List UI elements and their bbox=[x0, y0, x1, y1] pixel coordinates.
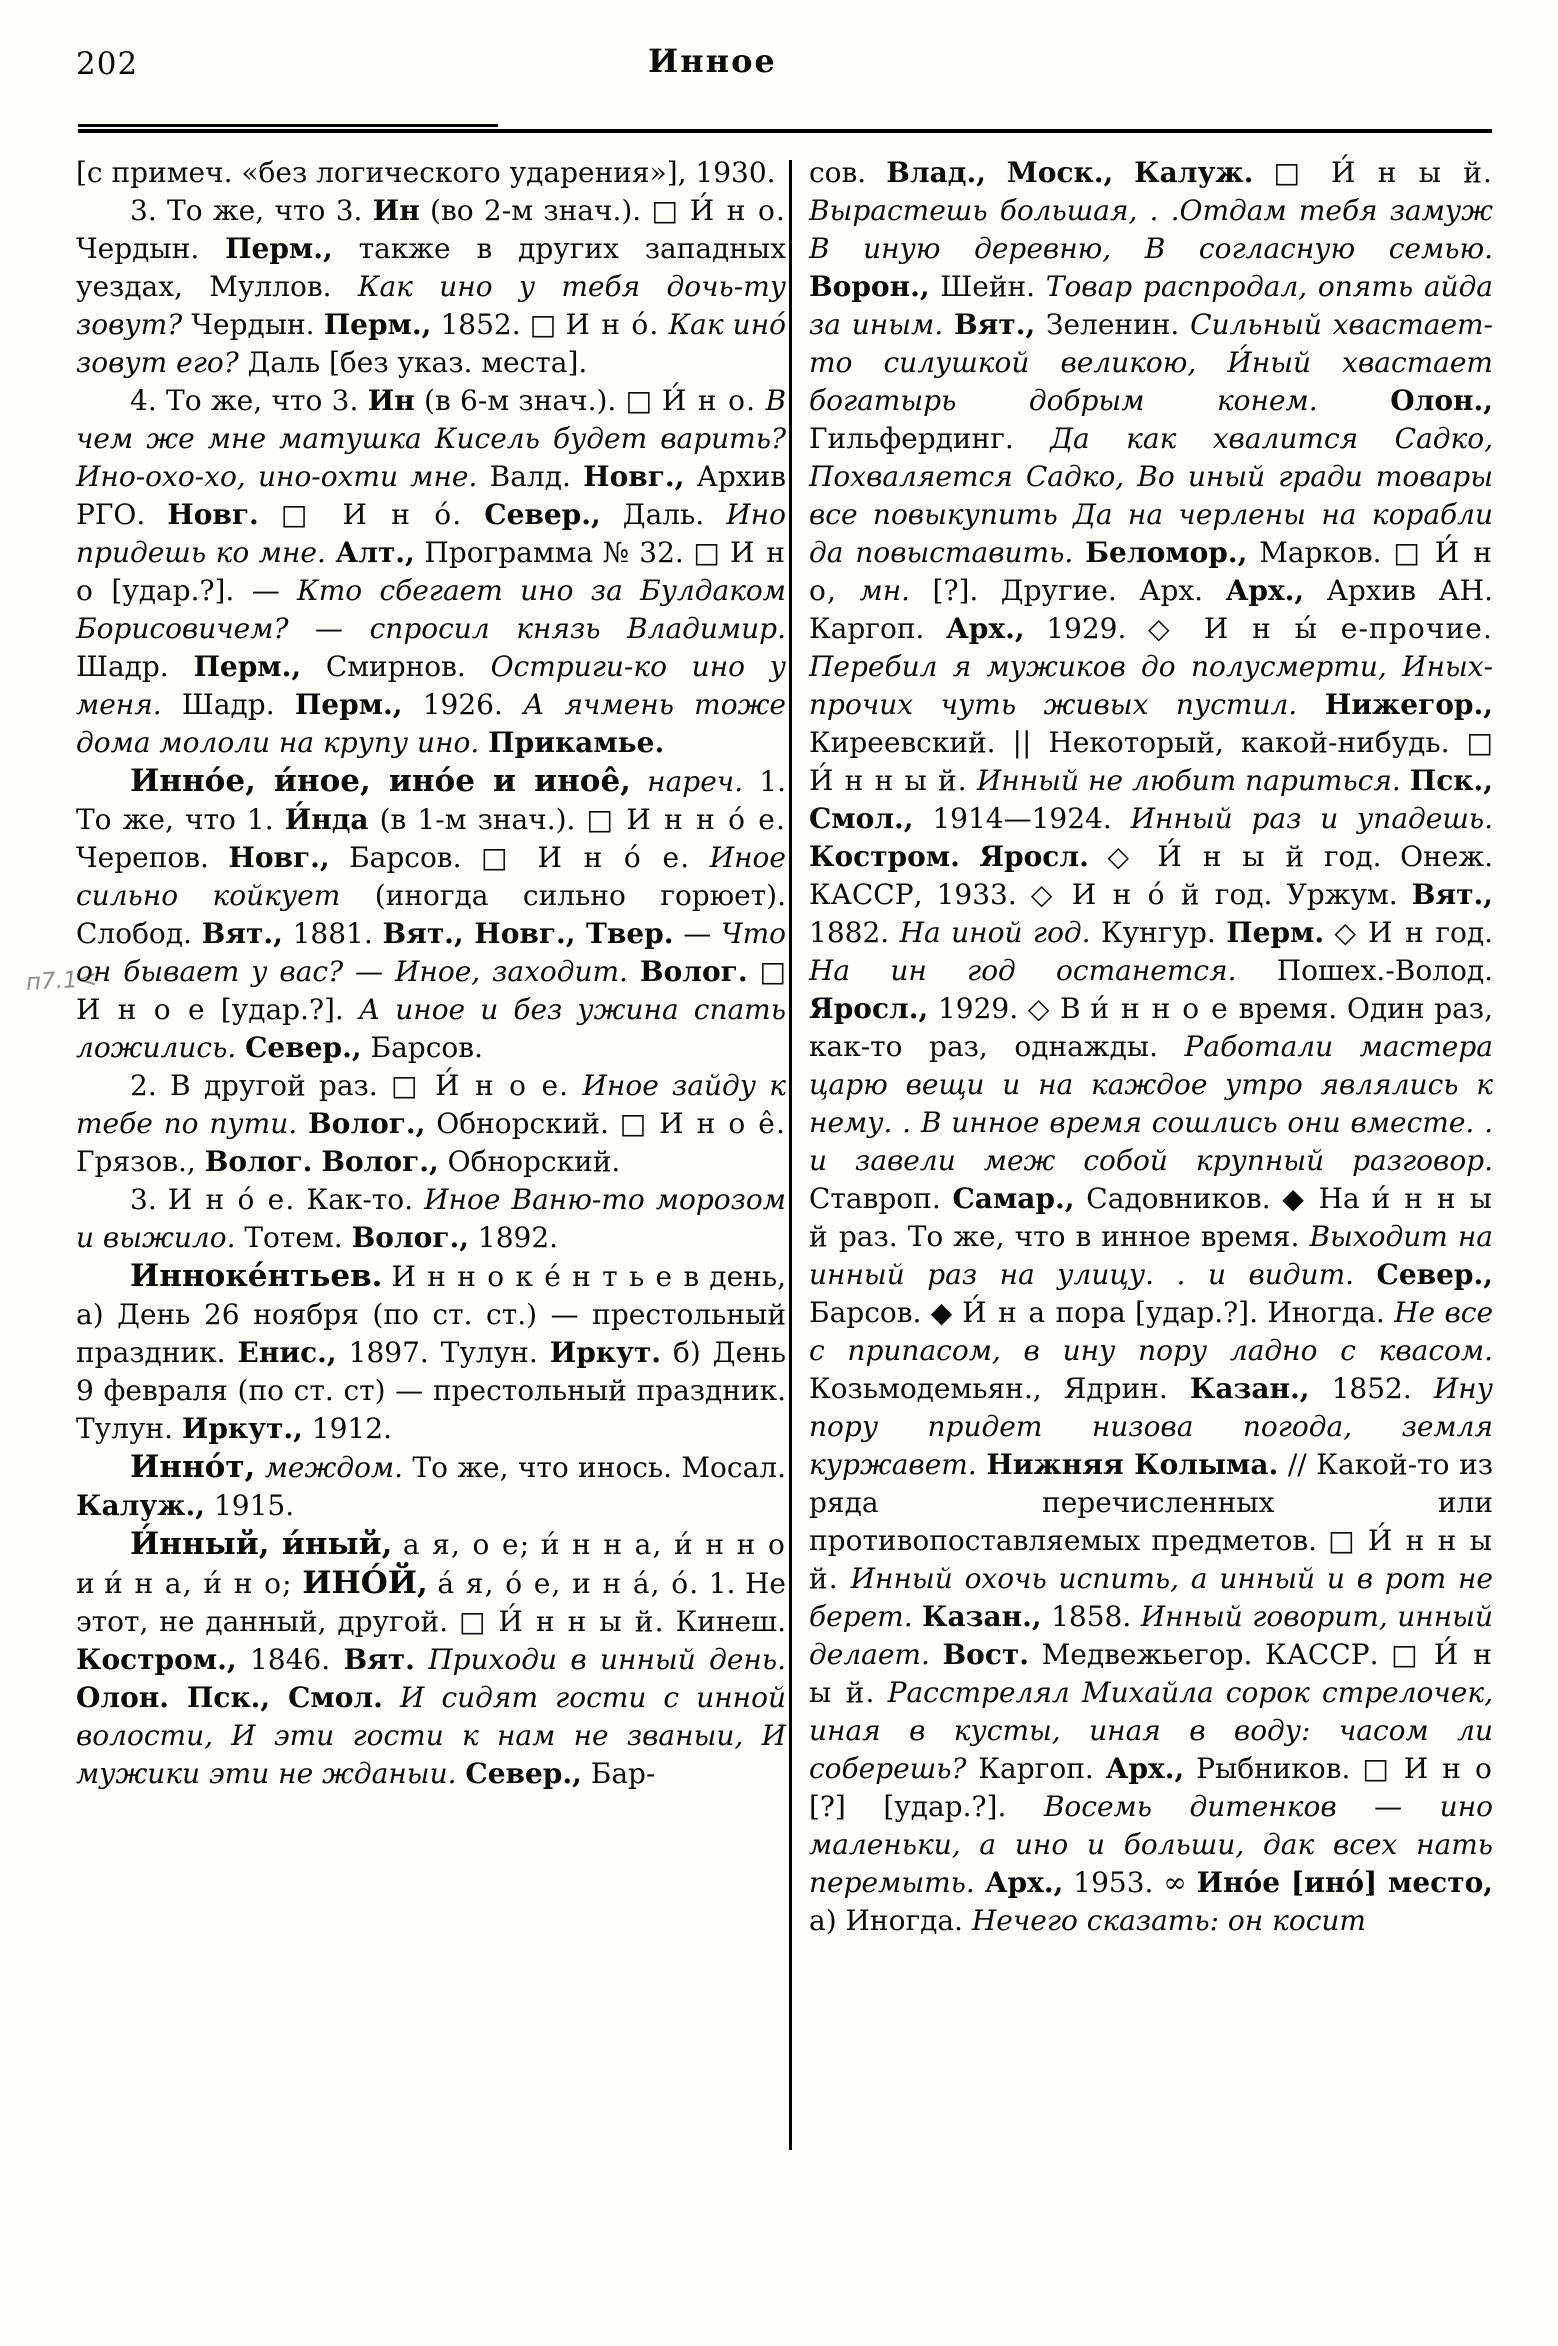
text-run: Чердын. bbox=[76, 232, 226, 265]
text-run: Даль [без указ. места]. bbox=[238, 346, 588, 379]
text-run: год. Онеж. КАССР, 1933. ◇ bbox=[809, 840, 1493, 911]
right-column bbox=[809, 154, 1493, 1940]
text-run: Иркут., bbox=[181, 1412, 303, 1445]
text-run: 1914—1924. bbox=[913, 802, 1131, 835]
text-run: год. bbox=[1424, 916, 1494, 949]
text-run: Барсов. ◆ bbox=[809, 1296, 963, 1329]
text-run: Козьмодемьян., Ядрин. bbox=[809, 1372, 1190, 1405]
dictionary-paragraph bbox=[76, 382, 786, 762]
left-column bbox=[76, 154, 786, 1793]
text-run: Шадр. bbox=[76, 650, 194, 683]
header-rule-fragment bbox=[78, 124, 498, 127]
text-run: Арх., bbox=[984, 1866, 1064, 1899]
text-run: Зеленин. bbox=[1035, 308, 1191, 341]
text-run bbox=[839, 1562, 851, 1595]
text-run: Енис., bbox=[237, 1336, 337, 1369]
text-run: Архив РГО. bbox=[76, 460, 787, 531]
text-run: Рыбников. □ bbox=[1184, 1752, 1404, 1785]
text-run bbox=[930, 1638, 943, 1671]
text-run: раз. То же, что в инное время. bbox=[828, 1220, 1310, 1253]
text-run: Ин bbox=[367, 384, 415, 417]
text-run bbox=[255, 1451, 264, 1484]
text-run: Волог., bbox=[351, 1221, 469, 1254]
text-run: Инный не любит париться. bbox=[976, 764, 1401, 797]
text-run: Барсов. □ bbox=[329, 841, 538, 874]
text-run: Шейн. bbox=[929, 270, 1046, 303]
text-run: Волог. bbox=[639, 955, 748, 988]
text-run: □ bbox=[747, 955, 786, 988]
text-run: И́ н н ы й. bbox=[809, 764, 968, 797]
text-run: 1929. ◇ bbox=[1024, 612, 1204, 645]
text-run: Грязов., bbox=[76, 1145, 205, 1178]
text-run: Остриги-ко ино у меня. bbox=[76, 650, 787, 721]
text-run: Арх., bbox=[946, 612, 1025, 645]
text-run: Вят. bbox=[343, 1643, 415, 1676]
text-run: Иное Ваню-то морозом и выжило. bbox=[76, 1183, 786, 1254]
text-run: Бар- bbox=[581, 1757, 656, 1790]
text-run: Вят., bbox=[201, 917, 283, 950]
text-run bbox=[975, 1866, 985, 1899]
text-run bbox=[569, 1069, 582, 1102]
dictionary-paragraph bbox=[76, 1067, 786, 1181]
text-run: Обнорский. bbox=[438, 1145, 621, 1178]
text-run: Север., bbox=[245, 1031, 362, 1064]
text-run: Инноке́нтьев. bbox=[130, 1258, 383, 1294]
text-run: Смирнов. bbox=[301, 650, 491, 683]
text-run: Да как хвалится Садко, Похваляется Садко, Во иный гради товары все повыкупить Да на черлены на корабли да повыставить. bbox=[809, 422, 1493, 569]
text-run: И́ н о. bbox=[689, 194, 787, 227]
dictionary-paragraph bbox=[76, 192, 786, 382]
text-run bbox=[968, 764, 977, 797]
text-run: И н о́ е. bbox=[167, 1183, 296, 1216]
text-run: Перм., bbox=[193, 650, 302, 683]
text-run: То же, что инось. Мосал. bbox=[403, 1451, 786, 1484]
text-run: ◇ bbox=[1324, 916, 1369, 949]
text-run: Алт., bbox=[335, 536, 415, 569]
text-run: Сильный хвастает-то силушкой великою, И́ный хвастает богатырь добрым конем. bbox=[809, 308, 1494, 417]
text-run: Костром. Яросл. bbox=[809, 840, 1089, 873]
text-run: И́ н ы й. bbox=[1331, 156, 1493, 189]
text-run: Гильфердинг. bbox=[809, 422, 1051, 455]
text-run: И н о́. bbox=[565, 308, 660, 341]
text-run: 1881. bbox=[282, 917, 383, 950]
text-run: нареч. bbox=[647, 765, 744, 798]
text-run: И н о bbox=[1403, 1752, 1494, 1785]
text-run: Волог., bbox=[308, 1107, 426, 1140]
text-run: Прикамье. bbox=[488, 726, 665, 759]
text-run: И́нный, и́ный, bbox=[130, 1526, 393, 1562]
text-run: Что он бывает у вас? — Иное, заходит. bbox=[76, 917, 786, 988]
text-run bbox=[236, 1031, 245, 1064]
text-run bbox=[415, 1643, 428, 1676]
text-run: Нижегор., bbox=[1324, 688, 1493, 721]
text-run: 1858. bbox=[1041, 1600, 1141, 1633]
text-run: мн. bbox=[859, 574, 911, 607]
text-run: Арх., bbox=[1225, 574, 1305, 607]
text-run: 1852. bbox=[1309, 1372, 1434, 1405]
text-run: а́ я, о́ е, и н а́, о́. bbox=[437, 1567, 700, 1600]
text-run: Пск., Смол., bbox=[809, 764, 1494, 835]
text-run: Костром., bbox=[76, 1643, 237, 1676]
page-number: 202 bbox=[76, 46, 139, 82]
text-run: междом. bbox=[264, 1451, 404, 1484]
text-run: Приходи в инный день. bbox=[428, 1643, 787, 1676]
text-run: — bbox=[673, 917, 721, 950]
text-run: И н bbox=[1368, 916, 1425, 949]
text-run bbox=[1401, 764, 1410, 797]
text-run: (в 6-м знач.). □ bbox=[414, 384, 662, 417]
text-run: Яросл., bbox=[809, 992, 929, 1025]
text-run: Влад., Моск., Калуж. bbox=[886, 156, 1254, 189]
text-run: Как-то. bbox=[295, 1183, 425, 1216]
text-run: На иной год. bbox=[899, 916, 1091, 949]
text-run: ◇ bbox=[1088, 840, 1158, 873]
text-run: И́ н о. bbox=[661, 384, 757, 417]
text-run: Арх., bbox=[1105, 1752, 1185, 1785]
text-run: [удар.?]. bbox=[205, 993, 359, 1026]
text-run: сов. bbox=[809, 156, 887, 189]
text-run: б) День 9 февраля (по ст. ст) — престольный праздник. Тулун. bbox=[76, 1336, 786, 1445]
text-run: И н о́. bbox=[342, 498, 463, 531]
text-run: 1915. bbox=[205, 1489, 295, 1522]
text-run: Вырастешь большая, . .Отдам тебя замуж В иную деревню, В согласную семью. bbox=[809, 194, 1493, 265]
text-run: Ину пору придет низова погода, земля куржавет. bbox=[809, 1372, 1493, 1481]
dictionary-paragraph bbox=[76, 1448, 786, 1525]
text-run: Казан., bbox=[922, 1600, 1042, 1633]
text-run: // Какой-то из ряда перечисленных или противопоставляемых предметов. □ bbox=[809, 1448, 1493, 1557]
text-run: 1. То же, что 1. bbox=[76, 765, 787, 836]
text-run: Вят., bbox=[1411, 878, 1493, 911]
text-run: 4. То же, что 3. bbox=[130, 384, 368, 417]
text-run: 1912. bbox=[302, 1412, 392, 1445]
text-run: Марков. □ bbox=[1247, 536, 1435, 569]
text-run bbox=[293, 1567, 303, 1600]
text-run: Север., bbox=[465, 1757, 582, 1790]
text-run: Валд. bbox=[477, 460, 584, 493]
text-run: 3. bbox=[130, 1183, 168, 1216]
text-run: Шадр. bbox=[161, 688, 295, 721]
text-run: Инный говорит, инный делает. bbox=[809, 1600, 1494, 1671]
column-divider bbox=[789, 160, 792, 2150]
text-run: Ино́е [ино́] место, bbox=[1196, 1866, 1493, 1899]
text-run: И н н о к е́ н т ь е в bbox=[391, 1260, 701, 1293]
text-run: И́нда bbox=[284, 803, 369, 836]
text-run bbox=[913, 1600, 922, 1633]
text-run: — Кто сбегает ино за Булдаком Борисовичем? — спросил князь Владимир. bbox=[76, 574, 786, 645]
text-run bbox=[530, 1528, 540, 1561]
text-run: Инный раз и упадешь. bbox=[1130, 802, 1493, 835]
text-run: А иное и без ужина спать ложились. bbox=[76, 993, 786, 1064]
text-run: Беломор., bbox=[1085, 536, 1248, 569]
text-run: (в 1-м знач.). □ bbox=[368, 803, 627, 836]
text-run: а) Иногда. bbox=[809, 1904, 972, 1937]
text-run: Медвежьегор. КАССР. □ bbox=[1029, 1638, 1434, 1671]
text-run: Перм., bbox=[225, 232, 333, 265]
text-run: Перм., bbox=[323, 308, 432, 341]
text-run: Киреевский. || Некоторый, какой-нибудь. □ bbox=[809, 726, 1493, 759]
text-run: Казан., bbox=[1189, 1372, 1310, 1405]
text-run: И н н о́ е. bbox=[626, 803, 787, 836]
text-run bbox=[1354, 1258, 1377, 1291]
text-run: и bbox=[76, 1567, 105, 1600]
dictionary-paragraph bbox=[76, 154, 786, 192]
text-run: Кинеш. bbox=[664, 1605, 786, 1638]
text-run: И н о е̂. bbox=[659, 1107, 786, 1140]
text-run: Север., bbox=[484, 498, 601, 531]
text-run bbox=[875, 1676, 887, 1709]
text-run: Инный охочь испить, а инный и в рот не берет. bbox=[809, 1562, 1493, 1633]
text-run: (во 2-м знач.). □ bbox=[419, 194, 690, 227]
text-run: и́ н н а, и́ н н о bbox=[540, 1528, 786, 1561]
text-run: год. Уржум. bbox=[1200, 878, 1412, 911]
text-run: и́ н н о е bbox=[1090, 992, 1229, 1025]
text-run bbox=[479, 726, 488, 759]
text-run: И́ н н ы й. bbox=[498, 1605, 665, 1638]
text-run: И́ н н ы й. bbox=[809, 1524, 1494, 1595]
text-run: И н о е bbox=[76, 993, 206, 1026]
text-run: Калуж., bbox=[76, 1489, 206, 1522]
text-run: (иногда сильно горюет). Слобод. bbox=[76, 879, 786, 950]
text-run: Расстрелял Михайла сорок стрелочек, иная в кусты, иная в воду: часом ли соберешь? bbox=[809, 1676, 1493, 1785]
text-run: Даль. bbox=[600, 498, 727, 531]
text-run: Нижняя Колыма. bbox=[986, 1448, 1279, 1481]
text-run: Товар распродал, опять айда за иным. bbox=[809, 270, 1494, 341]
handwritten-margin-note: п7.1< bbox=[25, 966, 98, 996]
text-run bbox=[1073, 536, 1085, 569]
text-run bbox=[462, 498, 484, 531]
text-run: [?] [удар.?]. bbox=[809, 1790, 1044, 1823]
text-run: Волог. bbox=[204, 1145, 313, 1178]
text-run: время. Один раз, как-то раз, однажды. bbox=[809, 992, 1493, 1063]
text-run bbox=[383, 1681, 400, 1714]
text-run: В чем же мне матушка Кисель будет варить? Ино-охо-хо, ино-охти мне. bbox=[76, 384, 787, 493]
text-run: Север., bbox=[1376, 1258, 1493, 1291]
text-run: Перебил я мужиков до полусмерти, Иных-прочих чуть живых пустил. bbox=[809, 650, 1493, 721]
text-run: 1929. ◇ В bbox=[928, 992, 1091, 1025]
text-run: Волог., bbox=[321, 1145, 439, 1178]
text-run: Садовников. ◆ На bbox=[1074, 1182, 1372, 1215]
text-run: Перм. bbox=[1226, 916, 1325, 949]
text-run: 1852. □ bbox=[431, 308, 566, 341]
dictionary-paragraph bbox=[76, 1257, 786, 1448]
text-run: Пошех.-Волод. bbox=[1236, 954, 1493, 987]
text-run bbox=[631, 765, 647, 798]
text-run: И н о́ е. bbox=[537, 841, 691, 874]
text-run bbox=[690, 841, 709, 874]
text-run: И н ы́ е-прочие. bbox=[1203, 612, 1493, 645]
text-run: 1897. Тулун. bbox=[336, 1336, 550, 1369]
text-run: Перм., bbox=[294, 688, 403, 721]
text-run: И сидят гости с инной волости, И эти гости к нам не званыи, И мужики эти не жданыи. bbox=[76, 1681, 787, 1790]
text-run: И́ н а bbox=[962, 1296, 1047, 1329]
text-run: 1953. ∞ bbox=[1063, 1866, 1197, 1899]
text-run: И́ н ы й bbox=[1157, 840, 1306, 873]
text-run bbox=[312, 1145, 321, 1178]
text-run bbox=[382, 1260, 391, 1293]
text-run: Черепов. bbox=[76, 841, 229, 874]
text-run: 1926. bbox=[402, 688, 524, 721]
dictionary-paragraph bbox=[809, 154, 1493, 1940]
text-run: Архив АН. Каргоп. bbox=[809, 574, 1494, 645]
text-run: Олон. Пск., Смол. bbox=[76, 1681, 383, 1714]
text-run: Самар., bbox=[952, 1182, 1075, 1215]
text-run: Выходит на инный раз на улицу. . и видит. bbox=[809, 1220, 1493, 1291]
text-run: 3. То же, что 3. bbox=[130, 194, 373, 227]
running-head: Инное bbox=[648, 42, 777, 80]
text-run bbox=[392, 1528, 402, 1561]
text-run: Ино придешь ко мне. bbox=[76, 498, 786, 569]
text-run: [?]. Другие. Арх. bbox=[910, 574, 1226, 607]
text-run: 2. В другой раз. □ bbox=[130, 1069, 436, 1102]
text-run: Инно́е, и́ное, ино́е и иное̂, bbox=[130, 763, 631, 799]
text-run bbox=[628, 955, 640, 988]
text-run: На ин год останется. bbox=[809, 954, 1237, 987]
text-run: И́ н о е. bbox=[435, 1069, 570, 1102]
text-run: Иркут. bbox=[549, 1336, 662, 1369]
text-run: Иное зайду к тебе по пути. bbox=[76, 1069, 786, 1140]
text-run: и́ н н ы й bbox=[809, 1182, 1493, 1253]
text-run: И н о́ й bbox=[1071, 878, 1201, 911]
text-run bbox=[297, 1107, 308, 1140]
text-run bbox=[428, 1567, 438, 1600]
text-run: Обнорский. □ bbox=[425, 1107, 660, 1140]
text-run bbox=[943, 308, 954, 341]
text-run: а я, о е; bbox=[402, 1528, 531, 1561]
text-run: И́ н о, bbox=[809, 536, 1493, 607]
text-run: Тотем. bbox=[235, 1221, 352, 1254]
text-run: Программа № 32. □ bbox=[414, 536, 730, 569]
text-run: □ bbox=[1253, 156, 1332, 189]
text-run: Инно́т, bbox=[130, 1449, 256, 1485]
text-run: □ bbox=[258, 498, 343, 531]
text-run: 1. Не этот, не данный, другой. □ bbox=[76, 1567, 786, 1638]
text-run: Ставроп. bbox=[809, 1182, 953, 1215]
text-run: И н о bbox=[76, 536, 786, 607]
header-rule bbox=[78, 129, 1492, 133]
text-run: 1846. bbox=[236, 1643, 344, 1676]
text-run bbox=[326, 536, 336, 569]
text-run bbox=[837, 574, 860, 607]
text-run: день, а) День 26 ноября (по ст. ст.) — престольный праздник. bbox=[76, 1260, 786, 1369]
text-run bbox=[1318, 384, 1391, 417]
text-run bbox=[977, 1448, 987, 1481]
dictionary-paragraph bbox=[76, 1181, 786, 1257]
text-run: [удар.?]. bbox=[93, 574, 252, 607]
text-run: Вят., Новг., Твер. bbox=[382, 917, 674, 950]
text-run: И́ н ы й. bbox=[809, 1638, 1493, 1709]
text-run: Как ино у тебя дочь-ту зовут? bbox=[76, 270, 786, 341]
text-run: Восемь дитенков — ино маленьки, а ино и больши, дак всех нать перемыть. bbox=[809, 1790, 1493, 1899]
text-run: Вост. bbox=[942, 1638, 1029, 1671]
text-run bbox=[1297, 688, 1325, 721]
text-run: Ин bbox=[372, 194, 420, 227]
text-run: Новг., bbox=[583, 460, 685, 493]
text-run: ИНО́Й, bbox=[302, 1565, 428, 1601]
text-run: Работали мастера царю вещи и на каждое утро являлись к нему. . В инное время сошлись они вместе. . и завели меж собой крупный разговор. bbox=[809, 1030, 1493, 1177]
text-run: Ворон., bbox=[809, 270, 930, 303]
text-run: Олон., bbox=[1390, 384, 1493, 417]
text-run: Каргоп. bbox=[966, 1752, 1106, 1785]
text-run: 1882. bbox=[809, 916, 900, 949]
text-run: 1892. bbox=[468, 1221, 559, 1254]
dictionary-paragraph bbox=[76, 762, 786, 1067]
text-run: Не все с припасом, в ину пору ладно с квасом. bbox=[809, 1296, 1494, 1367]
text-run: Кунгур. bbox=[1090, 916, 1227, 949]
text-run: также в других западных уездах, Муллов. bbox=[76, 232, 787, 303]
text-run: [с примеч. «без логического ударения»], 1930. bbox=[76, 156, 776, 189]
text-run: Вят., bbox=[954, 308, 1036, 341]
text-run: Новг. bbox=[167, 498, 259, 531]
text-run: пора [удар.?]. Иногда. bbox=[1046, 1296, 1395, 1329]
text-run: Как ино́ зовут его? bbox=[76, 308, 787, 379]
text-run: Новг., bbox=[228, 841, 330, 874]
text-run: Нечего сказать: он косит bbox=[971, 1904, 1366, 1937]
dictionary-paragraph bbox=[76, 1525, 786, 1793]
text-run: Чердын. bbox=[182, 308, 324, 341]
text-run: Барсов. bbox=[361, 1031, 483, 1064]
text-run: и́ н а, и́ н о; bbox=[104, 1567, 293, 1600]
text-run: А ячмень тоже дома мололи на крупу ино. bbox=[76, 688, 786, 759]
text-run: Иное сильно койкует bbox=[76, 841, 786, 912]
